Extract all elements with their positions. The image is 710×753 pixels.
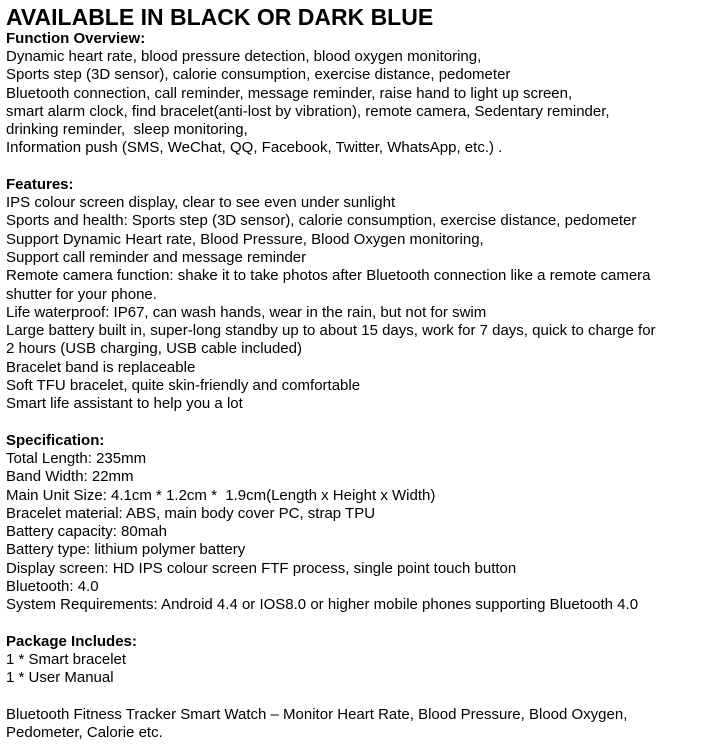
features-section	[6, 176, 710, 414]
function-overview-line: smart alarm clock, find bracelet(anti-lost by vibration), remote camera, Sedentary reminder,	[6, 102, 610, 120]
footer-section	[6, 706, 710, 743]
specification-line: Total Length: 235mm	[6, 449, 147, 467]
section-spacer	[6, 615, 710, 633]
footer-line: Bluetooth Fitness Tracker Smart Watch – Monitor Heart Rate, Blood Pressure, Blood Oxygen,	[6, 705, 628, 723]
feature-line: Smart life assistant to help you a lot	[6, 395, 243, 413]
specification-line: Main Unit Size: 4.1cm * 1.2cm * 1.9cm(Length x Height x Width)	[6, 486, 436, 504]
specification-heading: Specification:	[6, 431, 105, 449]
specification-line: Display screen: HD IPS colour screen FTF process, single point touch button	[6, 559, 517, 577]
package-includes-section	[6, 633, 710, 688]
specification-line: Battery capacity: 80mah	[6, 523, 167, 541]
specification-line: Bracelet material: ABS, main body cover PC, strap TPU	[6, 504, 376, 522]
feature-line: Life waterproof: IP67, can wash hands, wear in the rain, but not for swim	[6, 303, 487, 321]
package-includes-heading: Package Includes:	[6, 632, 137, 650]
feature-line: Large battery built in, super-long standby up to about 15 days, work for 7 days, quick to charge for	[6, 322, 656, 340]
function-overview-heading: Function Overview:	[6, 30, 146, 47]
function-overview-line: Information push (SMS, WeChat, QQ, Facebook, Twitter, WhatsApp, etc.) .	[6, 139, 503, 157]
section-spacer	[6, 414, 710, 432]
function-overview-line: drinking reminder, sleep monitoring,	[6, 121, 248, 139]
feature-line: Bracelet band is replaceable	[6, 358, 196, 376]
feature-line: IPS colour screen display, clear to see even under sunlight	[6, 194, 396, 212]
section-spacer	[6, 158, 710, 176]
feature-line: Support call reminder and message reminder	[6, 248, 307, 266]
feature-line: shutter for your phone.	[6, 285, 157, 303]
specification-line: System Requirements: Android 4.4 or IOS8.0 or higher mobile phones supporting Bluetooth 4.0	[6, 596, 639, 614]
section-spacer	[6, 688, 710, 706]
feature-line: Soft TFU bracelet, quite skin-friendly and comfortable	[6, 377, 361, 395]
headline: AVAILABLE IN BLACK OR DARK BLUE	[6, 4, 434, 30]
package-item: 1 * User Manual	[6, 669, 114, 687]
function-overview-line: Bluetooth connection, call reminder, message reminder, raise hand to light up screen,	[6, 84, 573, 102]
feature-line: Sports and health: Sports step (3D sensor), calorie consumption, exercise distance, pedometer	[6, 212, 637, 230]
feature-line: Support Dynamic Heart rate, Blood Pressure, Blood Oxygen monitoring,	[6, 230, 484, 248]
specification-line: Battery type: lithium polymer battery	[6, 541, 246, 559]
specification-line: Band Width: 22mm	[6, 468, 134, 486]
features-heading: Features:	[6, 176, 74, 194]
function-overview-line: Sports step (3D sensor), calorie consumption, exercise distance, pedometer	[6, 66, 511, 84]
function-overview-line: Dynamic heart rate, blood pressure detection, blood oxygen monitoring,	[6, 48, 482, 65]
function-overview-section	[6, 30, 710, 158]
specification-line: Bluetooth: 4.0	[6, 578, 99, 596]
package-item: 1 * Smart bracelet	[6, 650, 127, 668]
specification-section	[6, 432, 710, 615]
feature-line: Remote camera function: shake it to take photos after Bluetooth connection like a remote camera	[6, 267, 651, 285]
feature-line: 2 hours (USB charging, USB cable included)	[6, 340, 302, 358]
footer-line: Pedometer, Calorie etc.	[6, 724, 163, 742]
